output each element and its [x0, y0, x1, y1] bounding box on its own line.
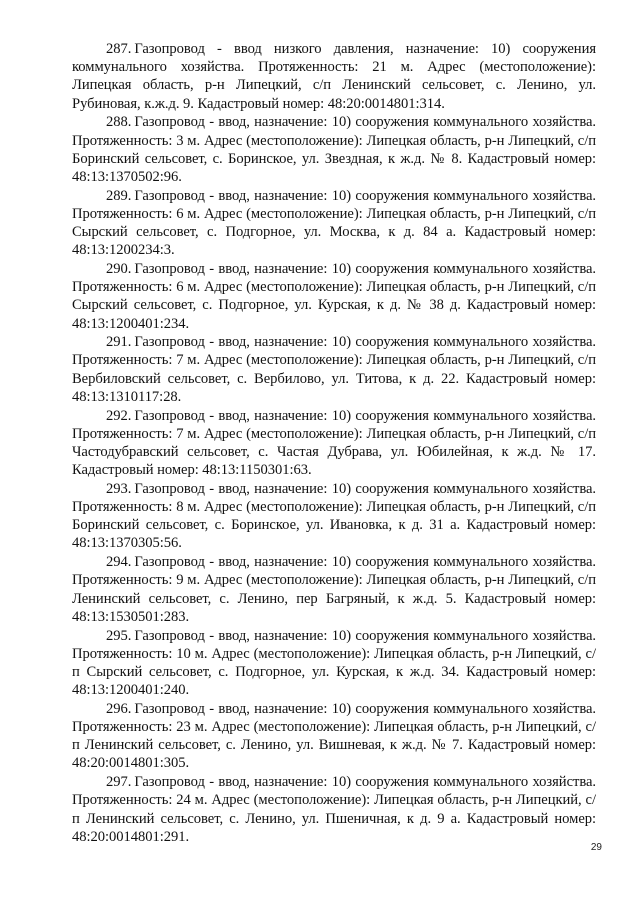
page-number: 29 — [590, 842, 602, 853]
list-item — [72, 187, 596, 260]
item-number: 291. — [106, 334, 132, 351]
item-text: Газопровод - ввод, назначение: 10) сооружения коммунального хозяйства. Протяженность: 10 м. Адрес (местоположение): Липецкая область, р-н Липецкий, с/п Сырский сельсовет, с. Подгорное, ул. Курская, к ж.д. 34. Кадастровый номер: 48:13:1200401:240. — [72, 627, 596, 699]
item-number: 293. — [106, 480, 132, 497]
item-number: 297. — [106, 774, 132, 791]
item-number: 287. — [106, 41, 132, 57]
item-number: 295. — [106, 627, 132, 644]
item-text: Газопровод - ввод, назначение: 10) сооружения коммунального хозяйства. Протяженность: 23 м. Адрес (местоположение): Липецкая область, р-н Липецкий, с/п Ленинский сельсовет, с. Ленино, ул. Вишневая, к ж.д. № 7. Кадастровый номер: 48:20:0014801:305. — [72, 700, 596, 772]
item-number: 290. — [106, 260, 132, 277]
item-text: Газопровод - ввод низкого давления, назначение: 10) сооружения коммунального хозяйства. Протяженность: 21 м. Адрес (местоположение): Липецкая область, р-н Липецкий, с/п Ленинский сельсовет, с. Ленино, ул. Рубиновая, к.ж.д. 9. Кадастровый номер: 48:20:0014801:314. — [72, 41, 596, 112]
item-number: 292. — [106, 407, 132, 424]
item-text: Газопровод - ввод, назначение: 10) сооружения коммунального хозяйства. Протяженность: 7 м. Адрес (местоположение): Липецкая область, р-н Липецкий, с/п Вербиловский сельсовет, с. Вербилово, ул. Титова, к д. 22. Кадастровый номер: 48:13:1310117:28. — [72, 334, 596, 405]
item-text: Газопровод - ввод, назначение: 10) сооружения коммунального хозяйства. Протяженность: 6 м. Адрес (местоположение): Липецкая область, р-н Липецкий, с/п Сырский сельсовет, с. Подгорное, ул. Курская, к д. № 38 д. Кадастровый номер: 48:13:1200401:234. — [72, 260, 596, 332]
list-item — [72, 260, 596, 333]
list-item — [72, 553, 596, 626]
list-item — [72, 407, 596, 480]
item-text: Газопровод - ввод, назначение: 10) сооружения коммунального хозяйства. Протяженность: 24 м. Адрес (местоположение): Липецкая область, р-н Липецкий, с/п Ленинский сельсовет, с. Ленино, ул. Пшеничная, к д. 9 а. Кадастровый номер: 48:20:0014801:291. — [72, 774, 596, 845]
item-text: Газопровод - ввод, назначение: 10) сооружения коммунального хозяйства. Протяженность: 9 м. Адрес (местоположение): Липецкая область, р-н Липецкий, с/п Ленинский сельсовет, с. Ленино, пер Багряный, к ж.д. 5. Кадастровый номер: 48:13:1530501:283. — [72, 554, 596, 625]
item-number: 296. — [106, 700, 132, 717]
list-item — [72, 480, 596, 553]
item-text: Газопровод - ввод, назначение: 10) сооружения коммунального хозяйства. Протяженность: 8 м. Адрес (местоположение): Липецкая область, р-н Липецкий, с/п Боринский сельсовет, с. Боринское, ул. Ивановка, к д. 31 а. Кадастровый номер: 48:13:1370305:56. — [72, 480, 596, 552]
item-text: Газопровод - ввод, назначение: 10) сооружения коммунального хозяйства. Протяженность: 7 м. Адрес (местоположение): Липецкая область, р-н Липецкий, с/п Частодубравский сельсовет, с. Частая Дубрава, ул. Юбилейная, к ж.д. № 17. Кадастровый номер: 48:13:1150301:63. — [72, 407, 596, 479]
list-item — [72, 40, 596, 113]
item-number: 289. — [106, 187, 132, 204]
item-number: 288. — [106, 114, 132, 131]
item-text: Газопровод - ввод, назначение: 10) сооружения коммунального хозяйства. Протяженность: 3 м. Адрес (местоположение): Липецкая область, р-н Липецкий, с/п Боринский сельсовет, с. Боринское, ул. Звездная, к ж.д. № 8. Кадастровый номер: 48:13:1370502:96. — [72, 114, 596, 185]
item-text: Газопровод - ввод, назначение: 10) сооружения коммунального хозяйства. Протяженность: 6 м. Адрес (местоположение): Липецкая область, р-н Липецкий, с/п Сырский сельсовет, с. Подгорное, ул. Москва, к д. 84 а. Кадастровый номер: 48:13:1200234:3. — [72, 187, 596, 259]
list-item — [72, 700, 596, 773]
item-number: 294. — [106, 554, 132, 571]
document-page — [72, 40, 596, 846]
list-item — [72, 333, 596, 406]
list-item — [72, 773, 596, 846]
list-item — [72, 627, 596, 700]
list-item — [72, 113, 596, 186]
